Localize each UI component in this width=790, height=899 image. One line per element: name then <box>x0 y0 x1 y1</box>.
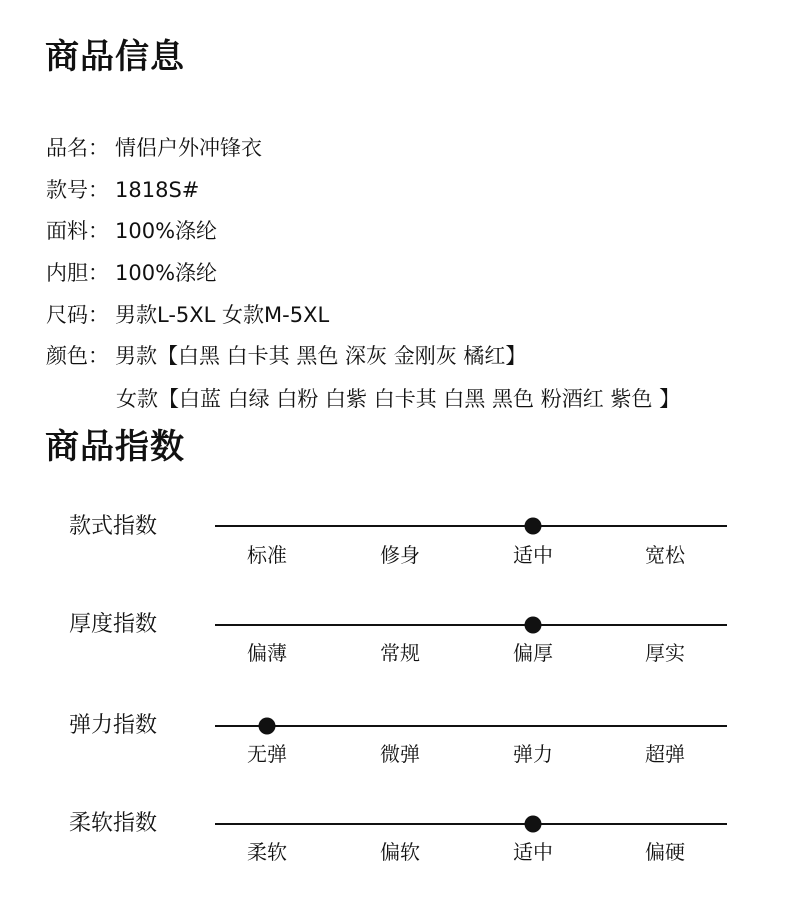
info-value-size: 男款L-5XL 女款M-5XL <box>115 303 330 327</box>
elasticity-index-option: 无弹 <box>247 742 287 766</box>
elasticity-index-option: 超弹 <box>645 742 685 766</box>
info-row-name <box>46 134 262 162</box>
softness-index-marker <box>525 816 542 833</box>
info-value-fabric: 100%涤纶 <box>115 219 218 243</box>
info-row-lining <box>46 259 217 287</box>
thickness-index-marker <box>525 617 542 634</box>
softness-index-option: 偏硬 <box>645 840 685 864</box>
elasticity-index-marker <box>259 718 276 735</box>
style-index-marker <box>525 518 542 535</box>
info-row-size <box>46 301 329 329</box>
softness-index-option: 偏软 <box>380 840 420 864</box>
thickness-index-option: 常规 <box>380 641 420 665</box>
elasticity-index-track <box>215 725 727 727</box>
style-index-option: 宽松 <box>645 543 685 567</box>
info-label-name: 品名： <box>46 136 109 160</box>
info-label-fabric: 面料： <box>46 219 109 243</box>
product-info-title: 商品信息 <box>45 37 185 77</box>
style-index-label: 款式指数 <box>69 514 158 539</box>
thickness-index-track <box>215 624 727 626</box>
elasticity-index-option: 弹力 <box>513 742 553 766</box>
product-index-title: 商品指数 <box>45 427 185 467</box>
softness-index-option: 柔软 <box>247 840 287 864</box>
info-value-style-number: 1818S# <box>115 178 200 202</box>
info-label-color: 颜色： <box>46 344 109 368</box>
info-row-color-women <box>116 385 680 413</box>
info-value-color-men: 男款【白黑 白卡其 黑色 深灰 金刚灰 橘红】 <box>115 344 527 368</box>
style-index-option: 标准 <box>247 543 287 567</box>
softness-index-option: 适中 <box>513 840 553 864</box>
info-row-style-number <box>46 176 199 204</box>
thickness-index-option: 厚实 <box>645 641 685 665</box>
info-label-lining: 内胆： <box>46 261 109 285</box>
thickness-index-label: 厚度指数 <box>69 612 158 637</box>
info-row-color <box>46 342 526 370</box>
softness-index-track <box>215 823 727 825</box>
info-value-color-women: 女款【白蓝 白绿 白粉 白紫 白卡其 白黑 黑色 粉酒红 紫色 】 <box>116 387 681 411</box>
style-index-option: 适中 <box>513 543 553 567</box>
info-value-lining: 100%涤纶 <box>115 261 218 285</box>
style-index-track <box>215 525 727 527</box>
elasticity-index-option: 微弹 <box>380 742 420 766</box>
thickness-index-option: 偏厚 <box>513 641 553 665</box>
info-value-name: 情侣户外冲锋衣 <box>115 136 262 160</box>
softness-index-label: 柔软指数 <box>69 811 158 836</box>
thickness-index-option: 偏薄 <box>247 641 287 665</box>
info-label-style-number: 款号： <box>46 178 109 202</box>
elasticity-index-label: 弹力指数 <box>69 713 158 738</box>
info-label-size: 尺码： <box>46 303 109 327</box>
style-index-option: 修身 <box>380 543 420 567</box>
info-row-fabric <box>46 217 217 245</box>
